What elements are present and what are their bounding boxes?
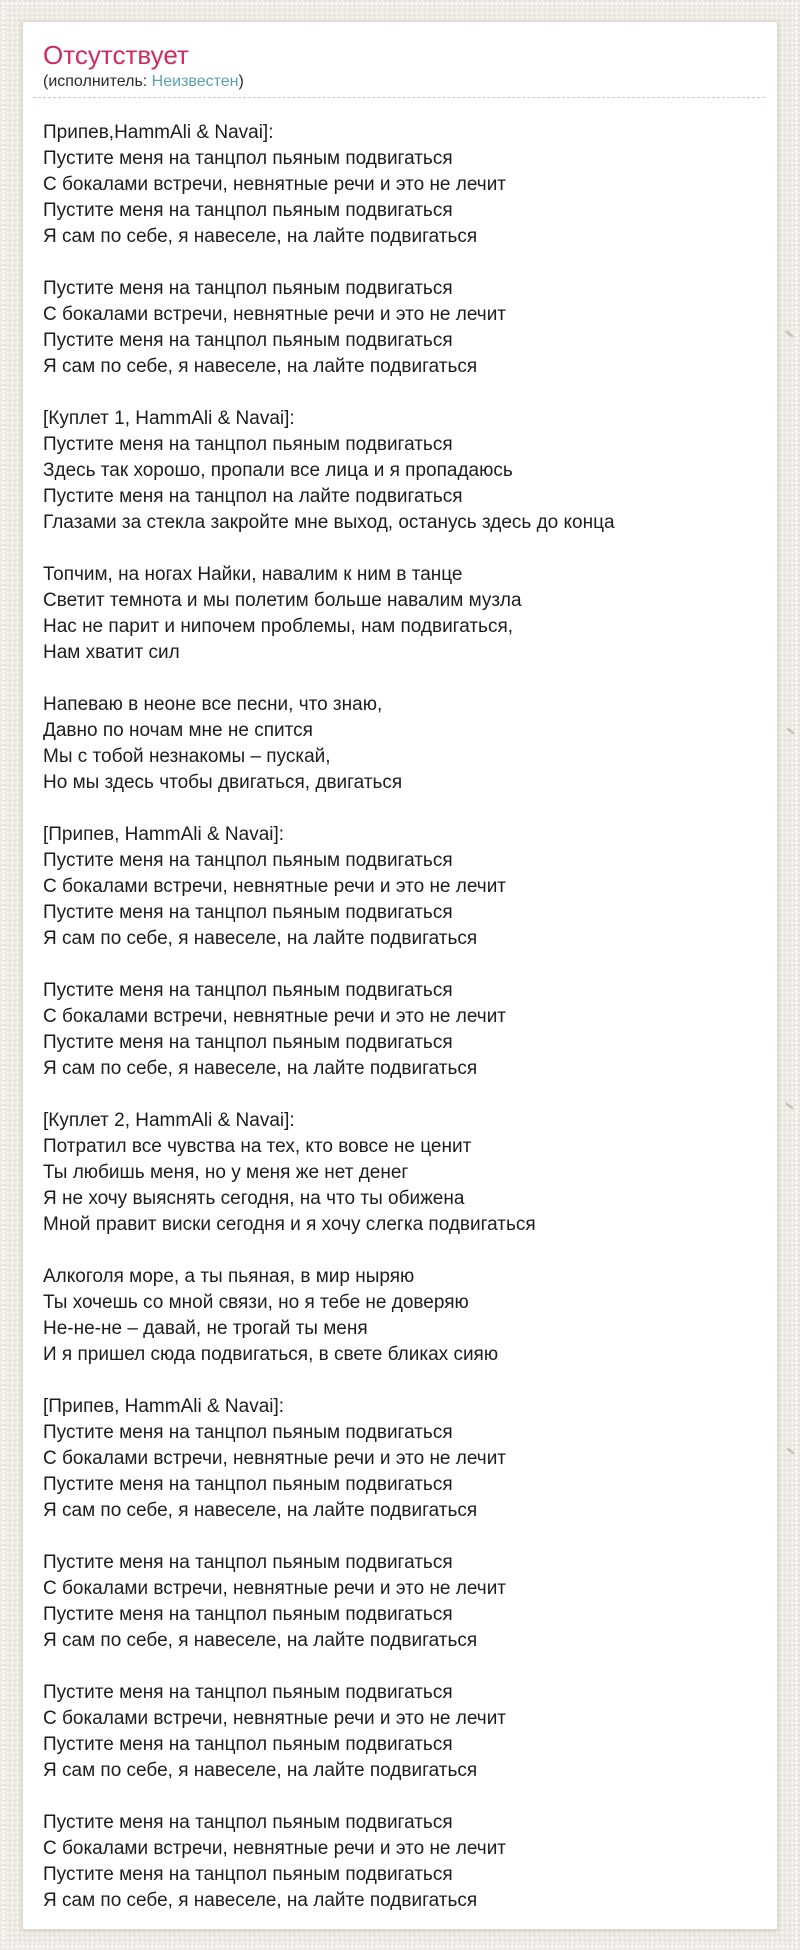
- lyric-line: Пустите меня на танцпол пьяным подвигаться: [43, 1864, 453, 1885]
- lyric-line: С бокалами встречи, невнятные речи и это не лечит: [43, 1578, 507, 1599]
- lyric-line: Здесь так хорошо, пропали все лица и я пропадаюсь: [43, 460, 513, 481]
- lyric-line: Пустите меня на танцпол пьяным подвигаться: [43, 148, 453, 169]
- lyric-line: Но мы здесь чтобы двигаться, двигаться: [43, 772, 403, 793]
- lyric-line: Ты хочешь со мной связи, но я тебе не доверяю: [43, 1292, 469, 1313]
- song-title: Отсутствует: [43, 40, 189, 70]
- lyric-line: [Куплет 1, HammAli & Navai]:: [43, 408, 295, 429]
- page-curl-mark: [786, 727, 794, 734]
- lyric-line: Пустите меня на танцпол пьяным подвигаться: [43, 278, 453, 299]
- lyric-line: Мы с тобой незнакомы – пускай,: [43, 746, 331, 767]
- lyric-line: Пустите меня на танцпол пьяным подвигаться: [43, 1734, 453, 1755]
- stanza: [43, 692, 765, 796]
- lyric-line: С бокалами встречи, невнятные речи и это не лечит: [43, 1006, 507, 1027]
- stanza: [43, 1680, 765, 1784]
- lyric-line: Пустите меня на танцпол пьяным подвигаться: [43, 200, 453, 221]
- lyric-line: Пустите меня на танцпол пьяным подвигаться: [43, 434, 453, 455]
- page-curl-mark: [785, 1102, 793, 1109]
- lyric-line: Пустите меня на танцпол пьяным подвигаться: [43, 1422, 453, 1443]
- page-curl-mark: [786, 1447, 794, 1454]
- lyric-line: Напеваю в неоне все песни, что знаю,: [43, 694, 383, 715]
- lyric-line: Я сам по себе, я навеселе, на лайте подвигаться: [43, 356, 478, 377]
- lyrics-text: [43, 120, 765, 1914]
- artist-label: (исполнитель:: [43, 73, 152, 90]
- lyric-line: Нас не парит и нипочем проблемы, нам подвигаться,: [43, 616, 514, 637]
- lyric-line: Потратил все чувства на тех, кто вовсе не ценит: [43, 1136, 472, 1157]
- stanza: [43, 1394, 765, 1524]
- lyric-line: Пустите меня на танцпол пьяным подвигаться: [43, 980, 453, 1001]
- stanza: [43, 1550, 765, 1654]
- lyric-line: Пустите меня на танцпол пьяным подвигаться: [43, 1682, 453, 1703]
- stanza: [43, 978, 765, 1082]
- lyric-line: С бокалами встречи, невнятные речи и это не лечит: [43, 876, 507, 897]
- lyric-line: Я сам по себе, я навеселе, на лайте подвигаться: [43, 928, 478, 949]
- lyric-line: С бокалами встречи, невнятные речи и это не лечит: [43, 304, 507, 325]
- lyric-line: Пустите меня на танцпол пьяным подвигаться: [43, 1812, 453, 1833]
- stanza: [43, 1108, 765, 1238]
- stanza: [43, 276, 765, 380]
- lyric-line: С бокалами встречи, невнятные речи и это не лечит: [43, 1838, 507, 1859]
- artist-link[interactable]: Неизвестен: [151, 73, 239, 90]
- lyric-line: Я не хочу выяснять сегодня, на что ты обижена: [43, 1188, 465, 1209]
- lyric-line: Пустите меня на танцпол пьяным подвигаться: [43, 1032, 453, 1053]
- lyric-line: Пустите меня на танцпол на лайте подвигаться: [43, 486, 463, 507]
- lyric-line: И я пришел сюда подвигаться, в свете бликах сияю: [43, 1344, 499, 1365]
- lyric-line: Не-не-не – давай, не трогай ты меня: [43, 1318, 368, 1339]
- lyric-line: Пустите меня на танцпол пьяным подвигаться: [43, 330, 453, 351]
- lyric-line: Топчим, на ногах Найки, навалим к ним в танце: [43, 564, 463, 585]
- lyric-line: Ты любишь меня, но у меня же нет денег: [43, 1162, 409, 1183]
- lyric-line: Я сам по себе, я навеселе, на лайте подвигаться: [43, 1500, 478, 1521]
- lyric-line: Пустите меня на танцпол пьяным подвигаться: [43, 1552, 453, 1573]
- lyric-line: Нам хватит сил: [43, 642, 180, 663]
- stanza: [43, 562, 765, 666]
- lyric-line: Припев,HammAli & Navai]:: [43, 122, 274, 143]
- lyric-line: [Припев, HammAli & Navai]:: [43, 824, 285, 845]
- lyric-line: Я сам по себе, я навеселе, на лайте подвигаться: [43, 1058, 478, 1079]
- artist-line: [33, 72, 765, 98]
- lyric-line: С бокалами встречи, невнятные речи и это не лечит: [43, 174, 507, 195]
- lyric-line: Мной правит виски сегодня и я хочу слегка подвигаться: [43, 1214, 536, 1235]
- lyric-line: Пустите меня на танцпол пьяным подвигаться: [43, 1474, 453, 1495]
- lyric-line: [Куплет 2, HammAli & Navai]:: [43, 1110, 295, 1131]
- lyric-line: Алкоголя море, а ты пьяная, в мир ныряю: [43, 1266, 415, 1287]
- stanza: [43, 1810, 765, 1914]
- lyric-line: Я сам по себе, я навеселе, на лайте подвигаться: [43, 1630, 478, 1651]
- artist-line-suffix: ): [238, 73, 244, 90]
- lyrics-card: [22, 21, 778, 1930]
- stanza: [43, 822, 765, 952]
- page-curl-mark: [785, 330, 793, 337]
- stanza: [43, 120, 765, 250]
- lyric-line: Светит темнота и мы полетим больше навалим музла: [43, 590, 522, 611]
- lyric-line: С бокалами встречи, невнятные речи и это не лечит: [43, 1708, 507, 1729]
- stanza: [43, 406, 765, 536]
- lyric-line: Давно по ночам мне не спится: [43, 720, 313, 741]
- lyric-line: Глазами за стекла закройте мне выход, останусь здесь до конца: [43, 512, 615, 533]
- lyric-line: С бокалами встречи, невнятные речи и это не лечит: [43, 1448, 507, 1469]
- lyric-line: Я сам по себе, я навеселе, на лайте подвигаться: [43, 226, 478, 247]
- lyric-line: Я сам по себе, я навеселе, на лайте подвигаться: [43, 1760, 478, 1781]
- lyric-line: Пустите меня на танцпол пьяным подвигаться: [43, 850, 453, 871]
- lyric-line: Пустите меня на танцпол пьяным подвигаться: [43, 902, 453, 923]
- lyric-line: Пустите меня на танцпол пьяным подвигаться: [43, 1604, 453, 1625]
- lyric-line: Я сам по себе, я навеселе, на лайте подвигаться: [43, 1890, 478, 1911]
- lyric-line: [Припев, HammAli & Navai]:: [43, 1396, 285, 1417]
- stanza: [43, 1264, 765, 1368]
